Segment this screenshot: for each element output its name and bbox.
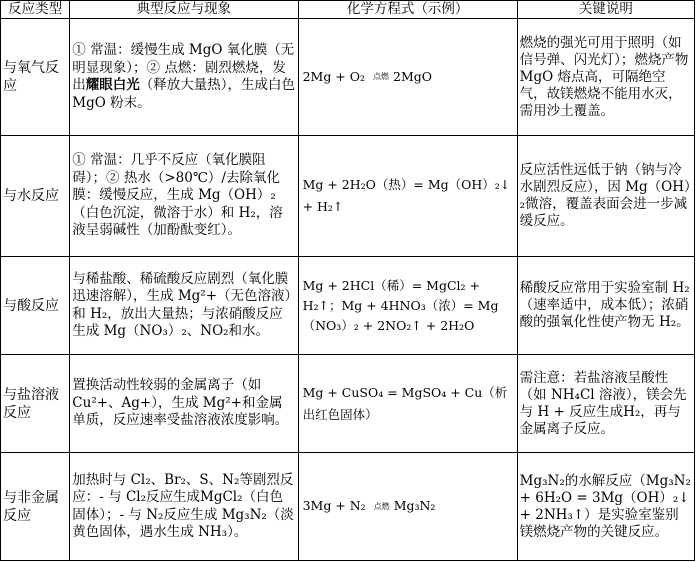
reaction-condition: 点燃 [373,72,389,82]
header-phenomenon: 典型反应与现象 [70,1,298,19]
header-reaction-type: 反应类型 [1,1,70,19]
table-row [1,257,695,355]
equation-cell [298,19,517,136]
equation-cell [298,453,517,561]
table-row [1,136,695,257]
note-cell: 稀酸反应常用于实验室制 H₂（速率适中，成本低）；浓硝酸的强氧化性使产物无 H₂。 [517,257,694,355]
reaction-type-cell: 与氧气反应 [1,19,70,136]
reaction-type-cell: 与非金属反应 [1,453,70,561]
phenomenon-cell: 置换活动性较弱的金属离子（如 Cu²+、Ag+），生成 Mg²+和金属单质，反应速率受盐溶液浓度影响。 [70,355,298,453]
table-row [1,453,695,561]
phenomenon-cell: ① 常温：几乎不反应（氧化膜阻碍）；② 热水（>80℃）/去除氧化膜：缓慢反应，生成 Mg（OH）₂（白色沉淀，微溶于水）和 H₂，溶液呈弱碱性（加酚酞变红）。 [70,136,298,257]
equation-cell: Mg + CuSO₄ = MgSO₄ + Cu（析出红色固体） [298,355,517,453]
header-equation: 化学方程式（示例） [298,1,517,19]
note-cell: 燃烧的强光可用于照明（如信号弹、闪光灯）；燃烧产物 MgO 熔点高，可隔绝空气，故镁燃烧不能用水灭，需用沙土覆盖。 [517,19,694,136]
header-note: 关键说明 [517,1,694,19]
note-cell: 需注意：若盐溶液呈酸性（如 NH₄Cl 溶液），镁会先与 H + 反应生成H₂，再与金属离子反应。 [517,355,694,453]
equation-products: Mg₃N₂ [393,498,436,514]
reaction-type-cell: 与水反应 [1,136,70,257]
phenomenon-text: ① 常温：缓慢生成 MgO 氧化膜（无明显现象）；② 点燃：剧烈燃烧，发出 [72,42,295,93]
equation-cell: Mg + 2HCl（稀）= MgCl₂ + H₂↑；Mg + 4HNO₃（浓）= Mg（NO₃）₂ + 2NO₂↑ + 2H₂O [298,257,517,355]
reaction-type-cell: 与盐溶液反应 [1,355,70,453]
equation-reactants: 3Mg + N₂ [302,498,366,514]
phenomenon-highlight: 耀眼白光 [85,77,140,93]
table-row [1,355,695,453]
equation-reactants: 2Mg + O₂ [302,68,365,84]
note-cell: 反应活性远低于钠（钠与冷水剧烈反应），因 Mg（OH）₂微溶，覆盖表面会进一步减缓反应。 [517,136,694,257]
phenomenon-cell: 加热时与 Cl₂、Br₂、S、N₂等剧烈反应：- 与 Cl₂反应生成MgCl₂（白色固体）；- 与 N₂反应生成 Mg₃N₂（淡黄色固体，遇水生成 NH₃）。 [70,453,298,561]
reaction-type-cell: 与酸反应 [1,257,70,355]
header-row [1,1,695,19]
phenomenon-text: （释放大量热），生成白色 MgO 粉末。 [72,77,296,111]
phenomenon-cell: 与稀盐酸、稀硫酸反应剧烈（氧化膜迅速溶解），生成 Mg²+（无色溶液）和 H₂，放出大量热；与浓硝酸反应生成 Mg（NO₃）₂、NO₂和水。 [70,257,298,355]
phenomenon-cell [70,19,298,136]
equation-cell: Mg + 2H₂O（热）= Mg（OH）₂↓ + H₂↑ [298,136,517,257]
table-row [1,19,695,136]
note-cell: Mg₃N₂的水解反应（Mg₃N₂ + 6H₂O = 3Mg（OH）₂↓ + 2NH₃↑）是实验室鉴别镁燃烧产物的关键反应。 [517,453,694,561]
equation-products: 2MgO [393,68,433,84]
reaction-condition: 点燃 [373,501,390,511]
